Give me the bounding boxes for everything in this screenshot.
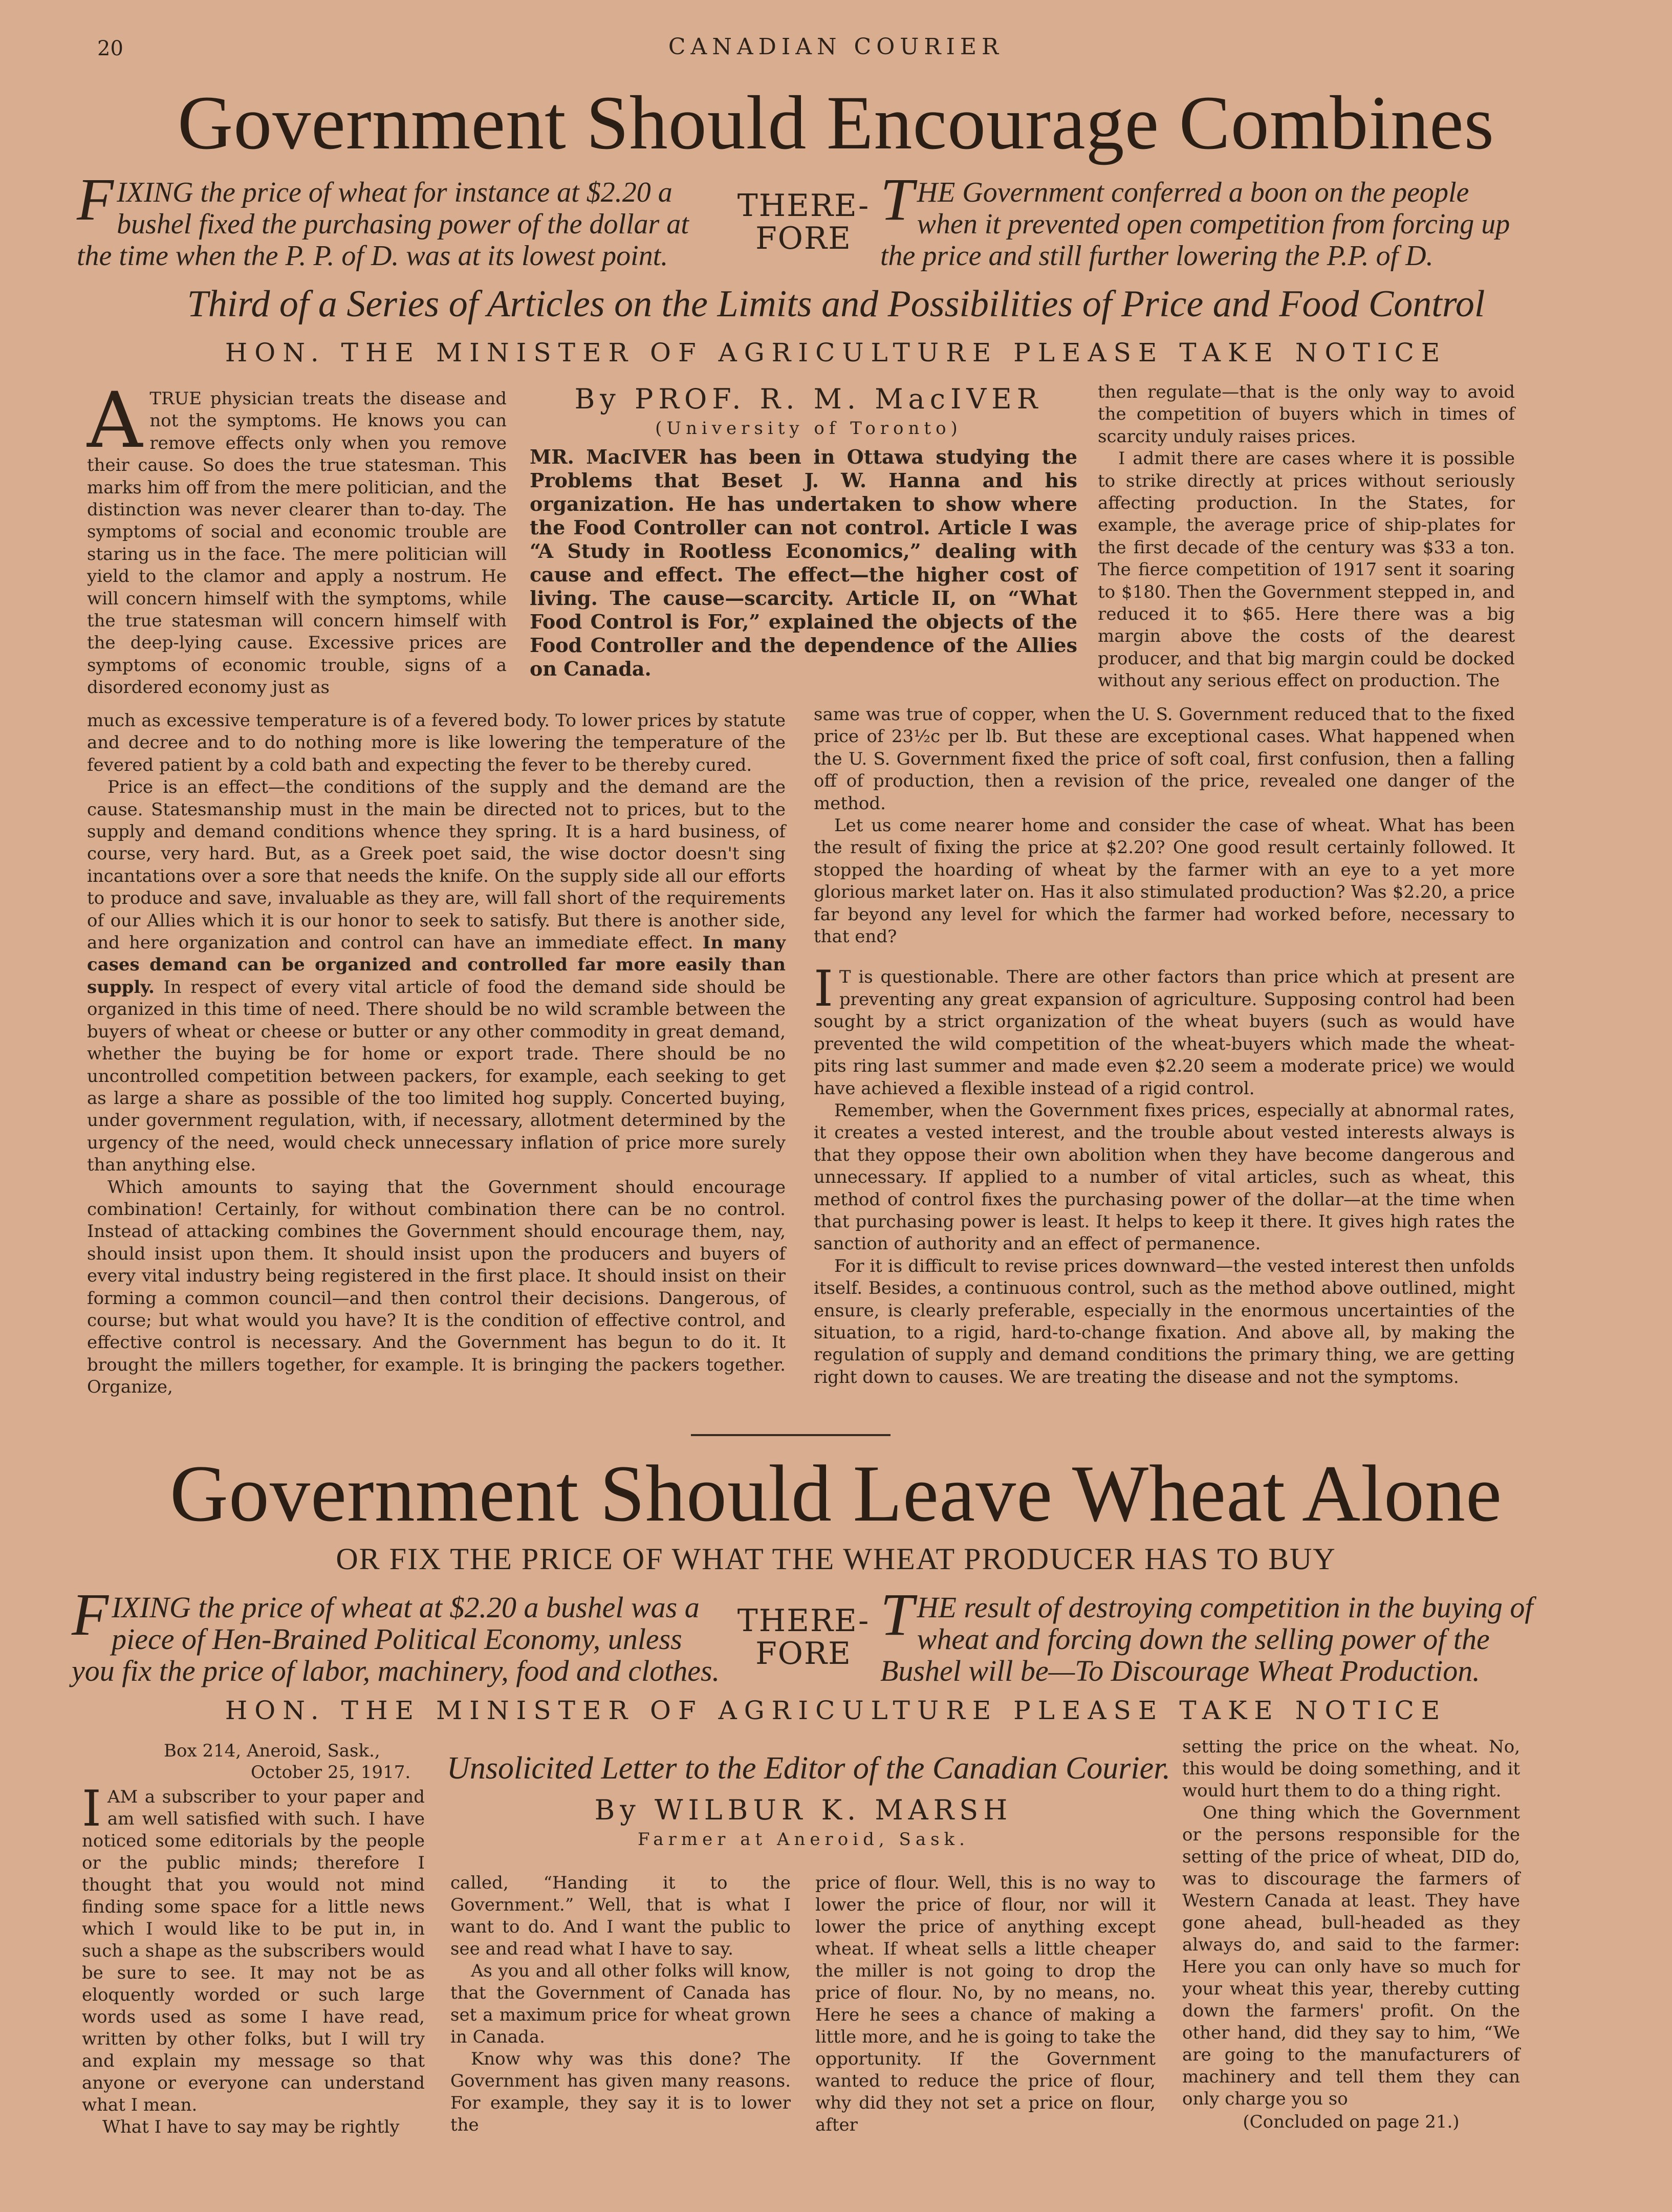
deck-text: IXING the price of wheat at $2.20 a bushel was a piece of Hen-Brained Political Economy, unless you fix the price of labor, machinery, food and clothes. — [72, 1591, 720, 1687]
intro-text: R. MacIVER has been in Ottawa studying the Problems that Beset J. W. Hanna and his organization. He has undertaken to show where the Food Controller can not control. Article I was “A Study in Rootless Economics,” dealing with cause and effect. The effect—the higher cost of living. The cause—scarcity. Article II, on “What Food Control is For,” explained the objects of the Food Controller and the dependence of the Allies on Canada. — [530, 445, 1077, 680]
article-2-subheading: OR FIX THE PRICE OF WHAT THE WHEAT PRODUCER HAS TO BUY — [336, 1542, 1336, 1576]
author-affiliation: (University of Toronto) — [655, 418, 962, 439]
bold-emphasis: In many cases demand can be organized and controlled far more easily than supply. — [87, 932, 786, 997]
series-subhead: Third of a Series of Articles on the Limits and Possibilities of Price and Food Control — [187, 283, 1485, 325]
deck-left-article-2 — [72, 1581, 732, 1687]
drop-cap-a: A — [87, 376, 143, 465]
byline-block-article-1 — [527, 383, 1090, 439]
paragraph: Remember, when the Government fixes prices, especially at abnormal rates, it creates a vested interest, and the trouble about vested interests always is that they oppose their own abolition when they have become dangerous and unnecessary. If applied to a number of vital articles, such as wheat, this method of control fixes the purchasing power of the dollar—at the time when that purchasing power is least. It helps to keep it there. It gives high rates the sanction of authority and an effect of permanence. — [814, 1100, 1515, 1254]
paragraph: As you and all other folks will know, that the Government of Canada has set a maximum price for wheat grown in Canada. — [450, 1961, 791, 2047]
article-1-column-wide — [87, 710, 786, 1399]
deck-right-article-1 — [880, 166, 1530, 272]
article-2-column-3 — [815, 1872, 1156, 2136]
article-2-column-2 — [450, 1872, 791, 2136]
minister-notice-article-2: HON. THE MINISTER OF AGRICULTURE PLEASE TAKE NOTICE — [225, 1696, 1447, 1725]
drop-cap-i: I — [82, 1780, 101, 1837]
paragraph: I admit there are cases where it is possible to strike directly at prices without seriously affecting production. In the States, for example, the average price of ship-plates for the first decade of the century was $33 a ton. The fierce competition of 1917 sent it soaring to $180. Then the Government stepped in, and reduced it to $65. Here there was a big margin above the costs of the dearest producer, and that big margin could be docked without any serious effect on production. The — [1098, 448, 1515, 691]
paragraph: called, “Handing it to the Government.” Well, that is what I want to do. And I want the public to see and read what I have to say. — [450, 1873, 791, 1959]
paragraph: setting the price on the wheat. No, this would be doing something, and it would hurt them to do a thing right. — [1182, 1737, 1520, 1801]
drop-cap-i: I — [814, 960, 833, 1018]
article-divider-rule — [691, 1434, 891, 1436]
continued-notice: (Concluded on page 21.) — [1243, 2112, 1460, 2132]
paragraph: then regulate—that is the only way to avoid the competition of buyers which in times of scarcity unduly raises prices. — [1098, 382, 1515, 447]
deck-initial: T — [880, 166, 914, 233]
deck-text: HE Government conferred a boon on the people when it prevented open competition from forcing up the price and still further lowering the P.P. of D. — [880, 177, 1510, 272]
deck-right-article-2 — [880, 1581, 1535, 1687]
paragraph: Price is an effect—the conditions of the supply and the demand are the cause. Statesmanship must in the main be directed not to prices, but to the supply and demand conditions whence they spring. It is a hard business, of course, very hard. But, as a Greek poet said, the wise doctor doesn't sing incantations over a sore that needs the knife. On the supply side all our efforts to produce and save, invaluable as they are, will fall short of the requirements of our Allies which it is our honor to seek to satisfy. But there is another side, and here organization and control can have an immediate effect. — [87, 777, 786, 953]
paragraph: same was true of copper, when the U. S. Government reduced that to the fixed price of 23½c per lb. But these are exceptional cases. What happened when the U. S. Government fixed the price of soft coal, first confusion, then a falling off of production, then a revision of the price, revealed one danger of the method. — [814, 704, 1515, 814]
paragraph: much as excessive temperature is of a fevered body. To lower prices by statute and decree and to do nothing more is like lowering the temperature of the fevered patient by a cold bath and expecting the fever to be thereby cured. — [87, 710, 786, 775]
article-2-column-1 — [82, 1780, 425, 2138]
article-1-column-right-wide — [814, 704, 1515, 1389]
article-1-column-1 — [87, 376, 507, 699]
byline-block-article-2 — [512, 1794, 1095, 1850]
byline: By PROF. R. M. MacIVER — [574, 383, 1043, 415]
therefore-label-article-2: THERE- FORE — [737, 1603, 870, 1672]
paragraph: In respect of every vital article of food the demand side should be organized in this time of need. There should be no wild scramble between the buyers of wheat or cheese or butter or any other commodity in great demand, whether the buying be for home or export trade. There should be no uncontrolled competition between packers, for example, each seeking to get as large a share as possible of the too limited hog supply. Concerted buying, under government regulation, with, if necessary, allotment determined by the urgency of the need, would check unnecessary inflation of price more surely than anything else. — [87, 977, 786, 1176]
headline-article-1: Government Should Encourage Combines — [177, 80, 1495, 165]
deck-initial: F — [77, 166, 114, 233]
deck-initial: F — [72, 1581, 109, 1648]
deck-left-article-1 — [77, 166, 727, 272]
therefore-label-article-1: THERE- FORE — [737, 188, 870, 256]
intro-initial: M — [530, 445, 552, 468]
address-line: Box 214, Aneroid, Sask., — [164, 1741, 380, 1761]
running-head: CANADIAN COURIER — [668, 34, 1004, 60]
editor-intro — [530, 445, 1077, 681]
article-1-column-3 — [1098, 381, 1515, 692]
deck-initial: T — [880, 1581, 914, 1648]
byline: By WILBUR K. MARSH — [594, 1794, 1013, 1826]
paragraph: Let us come nearer home and consider the case of wheat. What has been the result of fixing the price at $2.20? One good result certainly followed. It stopped the hoarding of wheat by the farmer with an eye to a yet more glorious market later on. Has it also stimulated production? Was $2.20, a price far beyond any level for which the farmer had worked before, necessary to that end? — [814, 815, 1515, 947]
deck-text: HE result of destroying competition in the buying of wheat and forcing down the selling power of the Bushel will be—To Discourage Wheat Production. — [880, 1591, 1533, 1687]
paragraph: One thing which the Government or the persons responsible for the setting of the price of wheat, DID do, was to discourage the farmers of Western Canada at least. They have gone ahead, bull-headed as they always do, and said to the farmer: Here you can only have so much for your wheat this year, thereby cutting down the farmers' profit. On the other hand, did they say to him, “We are going to the manufacturers of machinery and tell them they can only charge you so — [1182, 1803, 1520, 2109]
minister-notice-article-1: HON. THE MINISTER OF AGRICULTURE PLEASE TAKE NOTICE — [225, 338, 1447, 367]
paragraph: AM a subscriber to your paper and am well satisfied with such. I have noticed some editorials by the people or the public minds; therefore I thought that you would not mind finding some space for a little news which I would like to be put in, in such a shape as the subscribers would be sure to see. It may not be as eloquently worded or such large words used as some I have read, written by other folks, but I will try and explain my message so that anyone or everyone can understand what I mean. — [82, 1787, 425, 2115]
paragraph: TRUE physician treats the disease and not the symptoms. He knows you can remove effects only when you remove their cause. So does the true statesman. This marks him off from the mere politician, and the distinction was never clearer than to-day. The symptoms of social and economic trouble are staring us in the face. The mere politician will yield to the clamor and apply a nostrum. He will concern himself with the symptoms, while the true statesman will concern himself with the deep-lying cause. Excessive prices are symptoms of economic trouble, signs of a disordered economy just as — [87, 388, 507, 698]
deck-text: IXING the price of wheat for instance at $2.20 a bushel fixed the purchasing power of the dollar at the time when the P. P. of D. was at its lowest point. — [77, 177, 689, 272]
paragraph: T is questionable. There are other factors than price which at present are preventing any great expansion of agriculture. Supposing control had been sought by a strict organization of the wheat buyers (such as would have prevented the wild competition of the wheat-buyers which made the wheat-pits ring last summer and made even $2.20 seem a moderate price) we would have achieved a flexible instead of a rigid control. — [814, 967, 1515, 1099]
paragraph: Which amounts to saying that the Government should encourage combination! Certainly, for without combination there can be no control. Instead of attacking combines the Government should encourage them, nay, should insist upon them. It should insist upon the producers and buyers of every vital industry being registered in the first place. It should insist on their forming a common council—and then control their decisions. Dangerous, of course; but what would you have? It is the condition of effective control, and effective control is necessary. And the Government has begun to do it. It brought the millers together, for example. It is bringing the packers together. Organize, — [87, 1177, 786, 1398]
author-affiliation: Farmer at Aneroid, Sask. — [638, 1829, 969, 1850]
article-2-column-4 — [1182, 1736, 1520, 2133]
letter-title: Unsolicited Letter to the Editor of the Canadian Courier. — [447, 1751, 1170, 1786]
letter-address — [164, 1740, 420, 1783]
headline-article-2: Government Should Leave Wheat Alone — [169, 1449, 1503, 1538]
paragraph: For it is difficult to revise prices downward—the vested interest then unfolds itself. Besides, a continuous control, such as the method above outlined, might ensure, is clearly preferable, especially in the enormous uncertainties of the situation, to a rigid, hard-to-change fixation. And above all, by making the regulation of supply and demand conditions the primary thing, we are getting right down to causes. We are treating the disease and not the symptoms. — [814, 1255, 1515, 1387]
paragraph: price of flour. Well, this is no way to lower the price of flour, nor will it lower the price of anything except wheat. If wheat sells a little cheaper the miller is not going to drop the price of flour. No, by no means, no. Here he sees a chance of making a little more, and he is going to take the opportunity. If the Government wanted to reduce the price of flour, why did they not set a price on flour, after — [815, 1873, 1156, 2135]
page-number: 20 — [97, 37, 123, 60]
paragraph: What I have to say may be rightly — [102, 2117, 400, 2137]
paragraph: Know why was this done? The Government has given many reasons. For example, they say it is to lower the — [450, 2049, 791, 2135]
address-date: October 25, 1917. — [251, 1762, 411, 1783]
